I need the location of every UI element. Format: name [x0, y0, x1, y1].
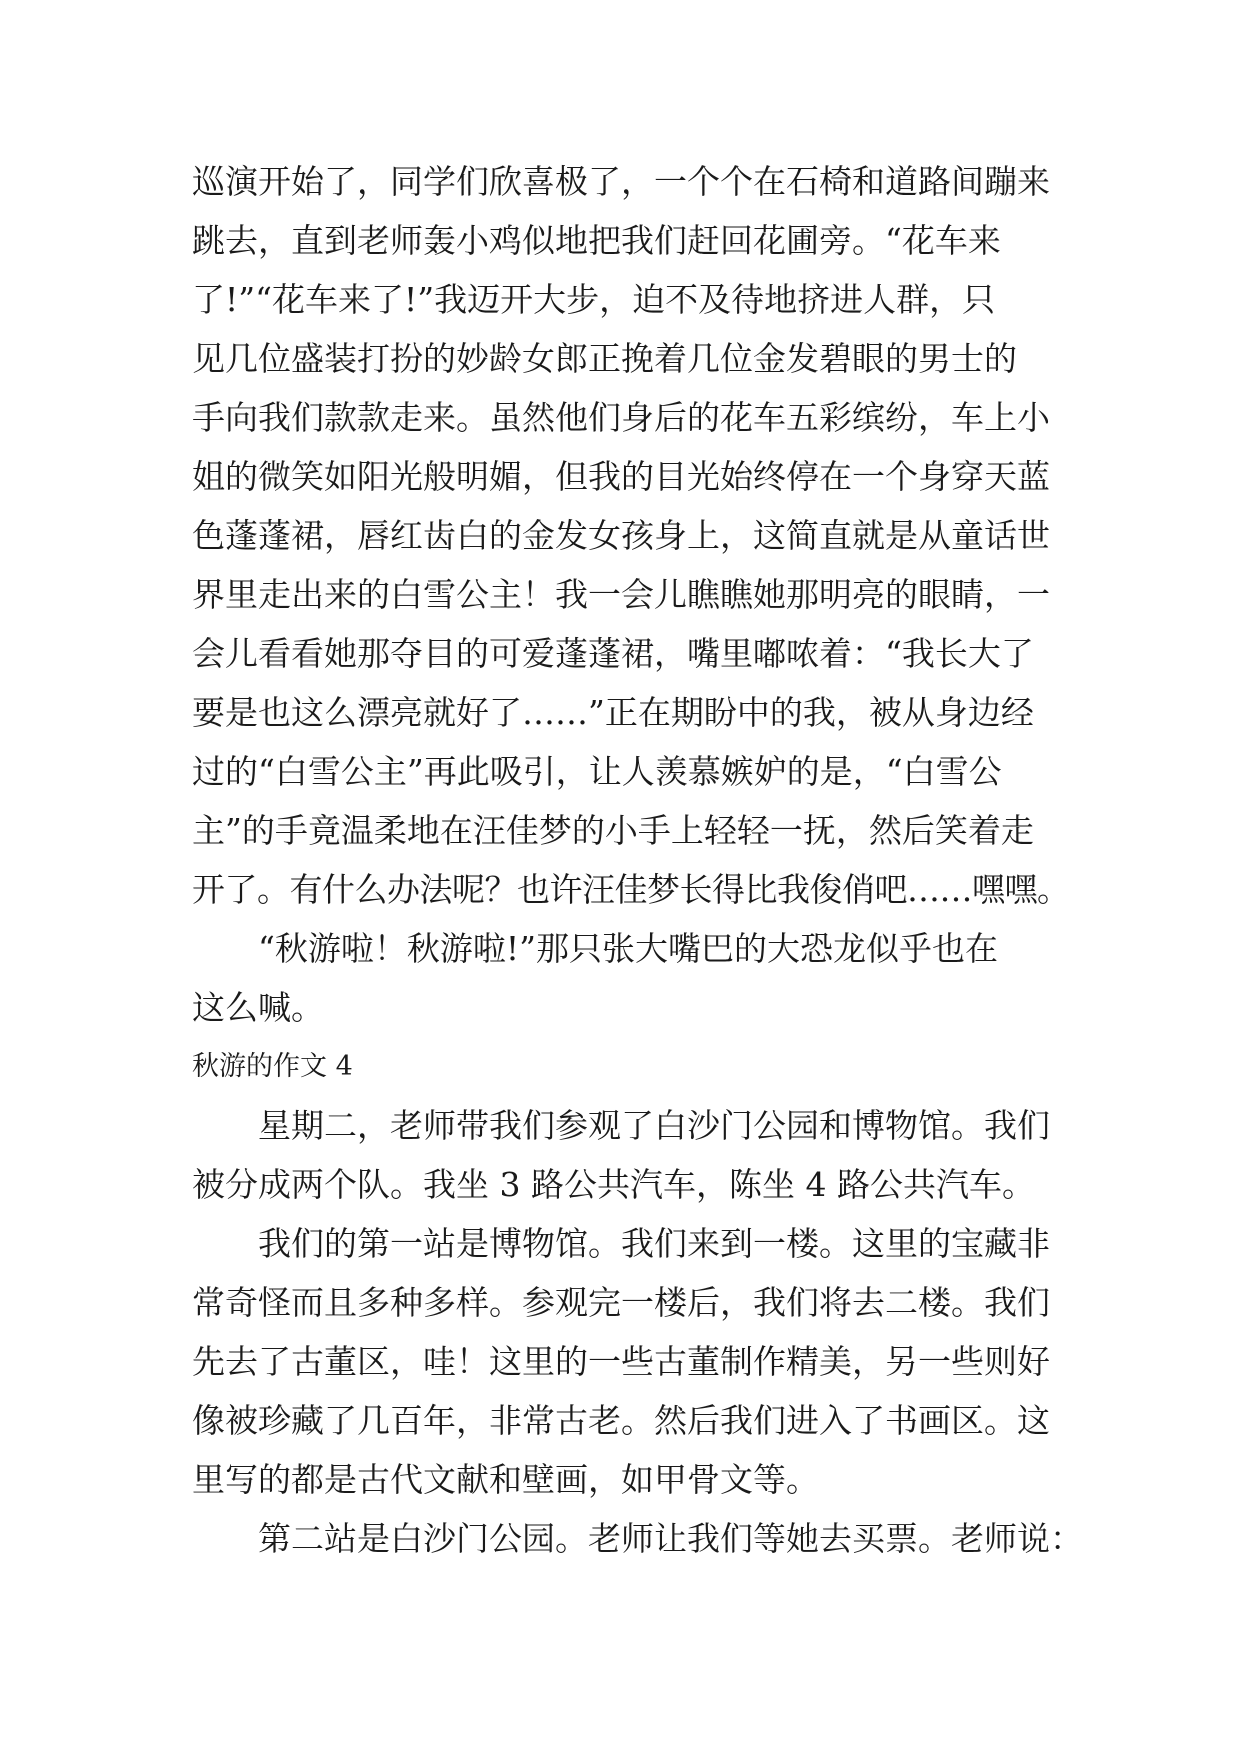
paragraph-start-line: 第二站是白沙门公园。老师让我们等她去买票。老师说：: [258, 1519, 1083, 1558]
text-line: 像被珍藏了几百年，非常古老。然后我们进入了书画区。这: [192, 1401, 1050, 1440]
text-line: 手向我们款款走来。虽然他们身后的花车五彩缤纷，车上小: [192, 398, 1050, 437]
text-line: 这么喊。: [192, 988, 324, 1027]
text-line: 里写的都是古代文献和壁画，如甲骨文等。: [192, 1460, 819, 1499]
text-line: 被分成两个队。我坐 3 路公共汽车，陈坐 4 路公共汽车。: [192, 1165, 1035, 1204]
text-line: 过的“白雪公主”再此吸引，让人羡慕嫉妒的是，“白雪公: [192, 752, 1002, 791]
text-line: 主”的手竟温柔地在汪佳梦的小手上轻轻一抚，然后笑着走: [192, 811, 1034, 850]
text-line: 会儿看看她那夺目的可爱蓬蓬裙，嘴里嘟哝着：“我长大了: [192, 634, 1034, 673]
text-line: 开了。有什么办法呢？也许汪佳梦长得比我俊俏吧……嘿嘿。: [192, 870, 1070, 909]
text-line: 跳去，直到老师轰小鸡似地把我们赶回花圃旁。“花车来: [192, 221, 1001, 260]
text-line: 要是也这么漂亮就好了……”正在期盼中的我，被从身边经: [192, 693, 1034, 732]
section-heading: 秋游的作文 4: [192, 1051, 353, 1082]
paragraph-start-line: 星期二，老师带我们参观了白沙门公园和博物馆。我们: [258, 1106, 1050, 1145]
text-line: 了!”“花车来了!”我迈开大步，迫不及待地挤进人群，只: [192, 280, 996, 319]
text-line: 巡演开始了，同学们欣喜极了，一个个在石椅和道路间蹦来: [192, 162, 1050, 201]
text-line: 色蓬蓬裙，唇红齿白的金发女孩身上，这简直就是从童话世: [192, 516, 1050, 555]
paragraph-start-line: 我们的第一站是博物馆。我们来到一楼。这里的宝藏非: [258, 1224, 1050, 1263]
essay-body: [192, 152, 1083, 1568]
paragraph-start-line: “秋游啦！秋游啦!”那只张大嘴巴的大恐龙似乎也在: [258, 929, 999, 968]
text-line: 常奇怪而且多种多样。参观完一楼后，我们将去二楼。我们: [192, 1283, 1050, 1322]
text-line: 姐的微笑如阳光般明媚，但我的目光始终停在一个身穿天蓝: [192, 457, 1050, 496]
text-line: 界里走出来的白雪公主！我一会儿瞧瞧她那明亮的眼睛，一: [192, 575, 1050, 614]
text-line: 先去了古董区，哇！这里的一些古董制作精美，另一些则好: [192, 1342, 1050, 1381]
text-line: 见几位盛装打扮的妙龄女郎正挽着几位金发碧眼的男士的: [192, 339, 1017, 378]
